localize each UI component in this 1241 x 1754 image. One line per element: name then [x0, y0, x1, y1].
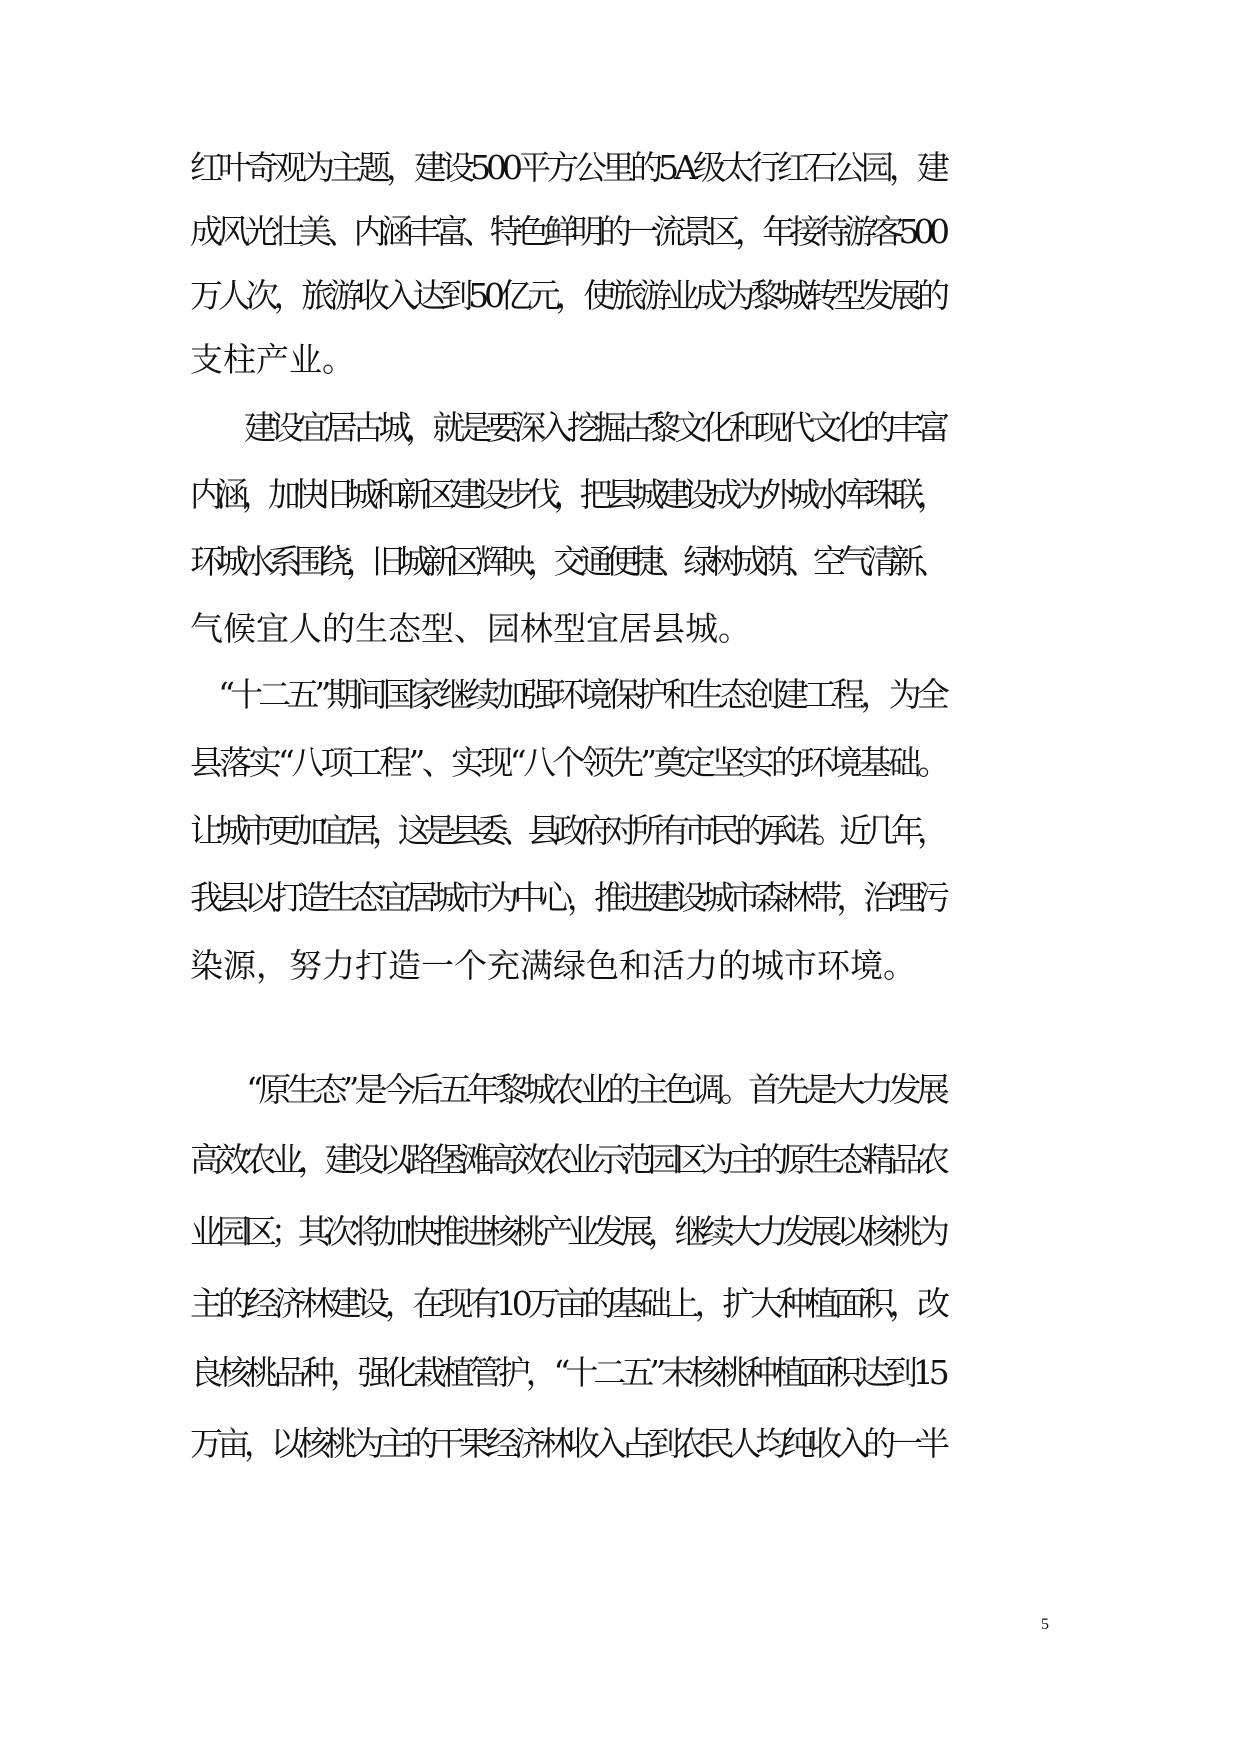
text-line: 我县以打造生态宜居城市为中心，推进建设城市森林带，治理污: [190, 878, 944, 917]
text-line: “原生态”是今后五年黎城农业的主色调。首先是大力发展: [190, 1070, 945, 1109]
text-line: 气候宜人的生态型、园林型宜居县城。: [190, 609, 751, 648]
text-line: 良核桃品种，强化栽植管护，“十二五”末核桃种植面积达到15: [190, 1353, 945, 1392]
text-line: 环城水系围绕，旧城新区辉映，交通便捷、绿树成荫、空气清新、: [190, 542, 943, 581]
page-number: 5: [1041, 1616, 1049, 1633]
text-line: 建设宜居古城，就是要深入挖掘古黎文化和现代文化的丰富: [190, 408, 944, 447]
text-line: 内涵，加快旧城和新区建设步伐，把县城建设成为外城水库珠联，: [190, 475, 943, 514]
text-line: 主的经济林建设，在现有10万亩的基础上，扩大种植面积，改: [190, 1284, 945, 1323]
text-line: 万人次，旅游收入达到50亿元，使旅游业成为黎城转型发展的: [190, 276, 945, 315]
text-line: 支柱产业。: [190, 340, 355, 379]
text-line: 红叶奇观为主题，建设500平方公里的5A级太行红石公园，建: [190, 148, 945, 187]
text-line: 成风光壮美、内涵丰富、特色鲜明的一流景区，年接待游客500: [190, 212, 945, 251]
text-line: 染源，努力打造一个充满绿色和活力的城市环境。: [190, 946, 916, 985]
text-line: 业园区；其次将加快推进核桃产业发展，继续大力发展以核桃为: [190, 1212, 944, 1251]
text-line: “十二五”期间国家继续加强环境保护和生态创建工程，为全: [190, 675, 945, 714]
text-line: 县落实“八项工程”、实现“八个领先”奠定坚实的环境基础。: [190, 743, 947, 782]
text-line: 高效农业，建设以路堡滩高效农业示范园区为主的原生态精品农: [190, 1140, 944, 1179]
text-line: 万亩，以核桃为主的干果经济林收入占到农民人均纯收入的一半: [190, 1424, 944, 1463]
text-line: 让城市更加宜居，这是县委、县政府对所有市民的承诺。近几年，: [190, 811, 943, 850]
